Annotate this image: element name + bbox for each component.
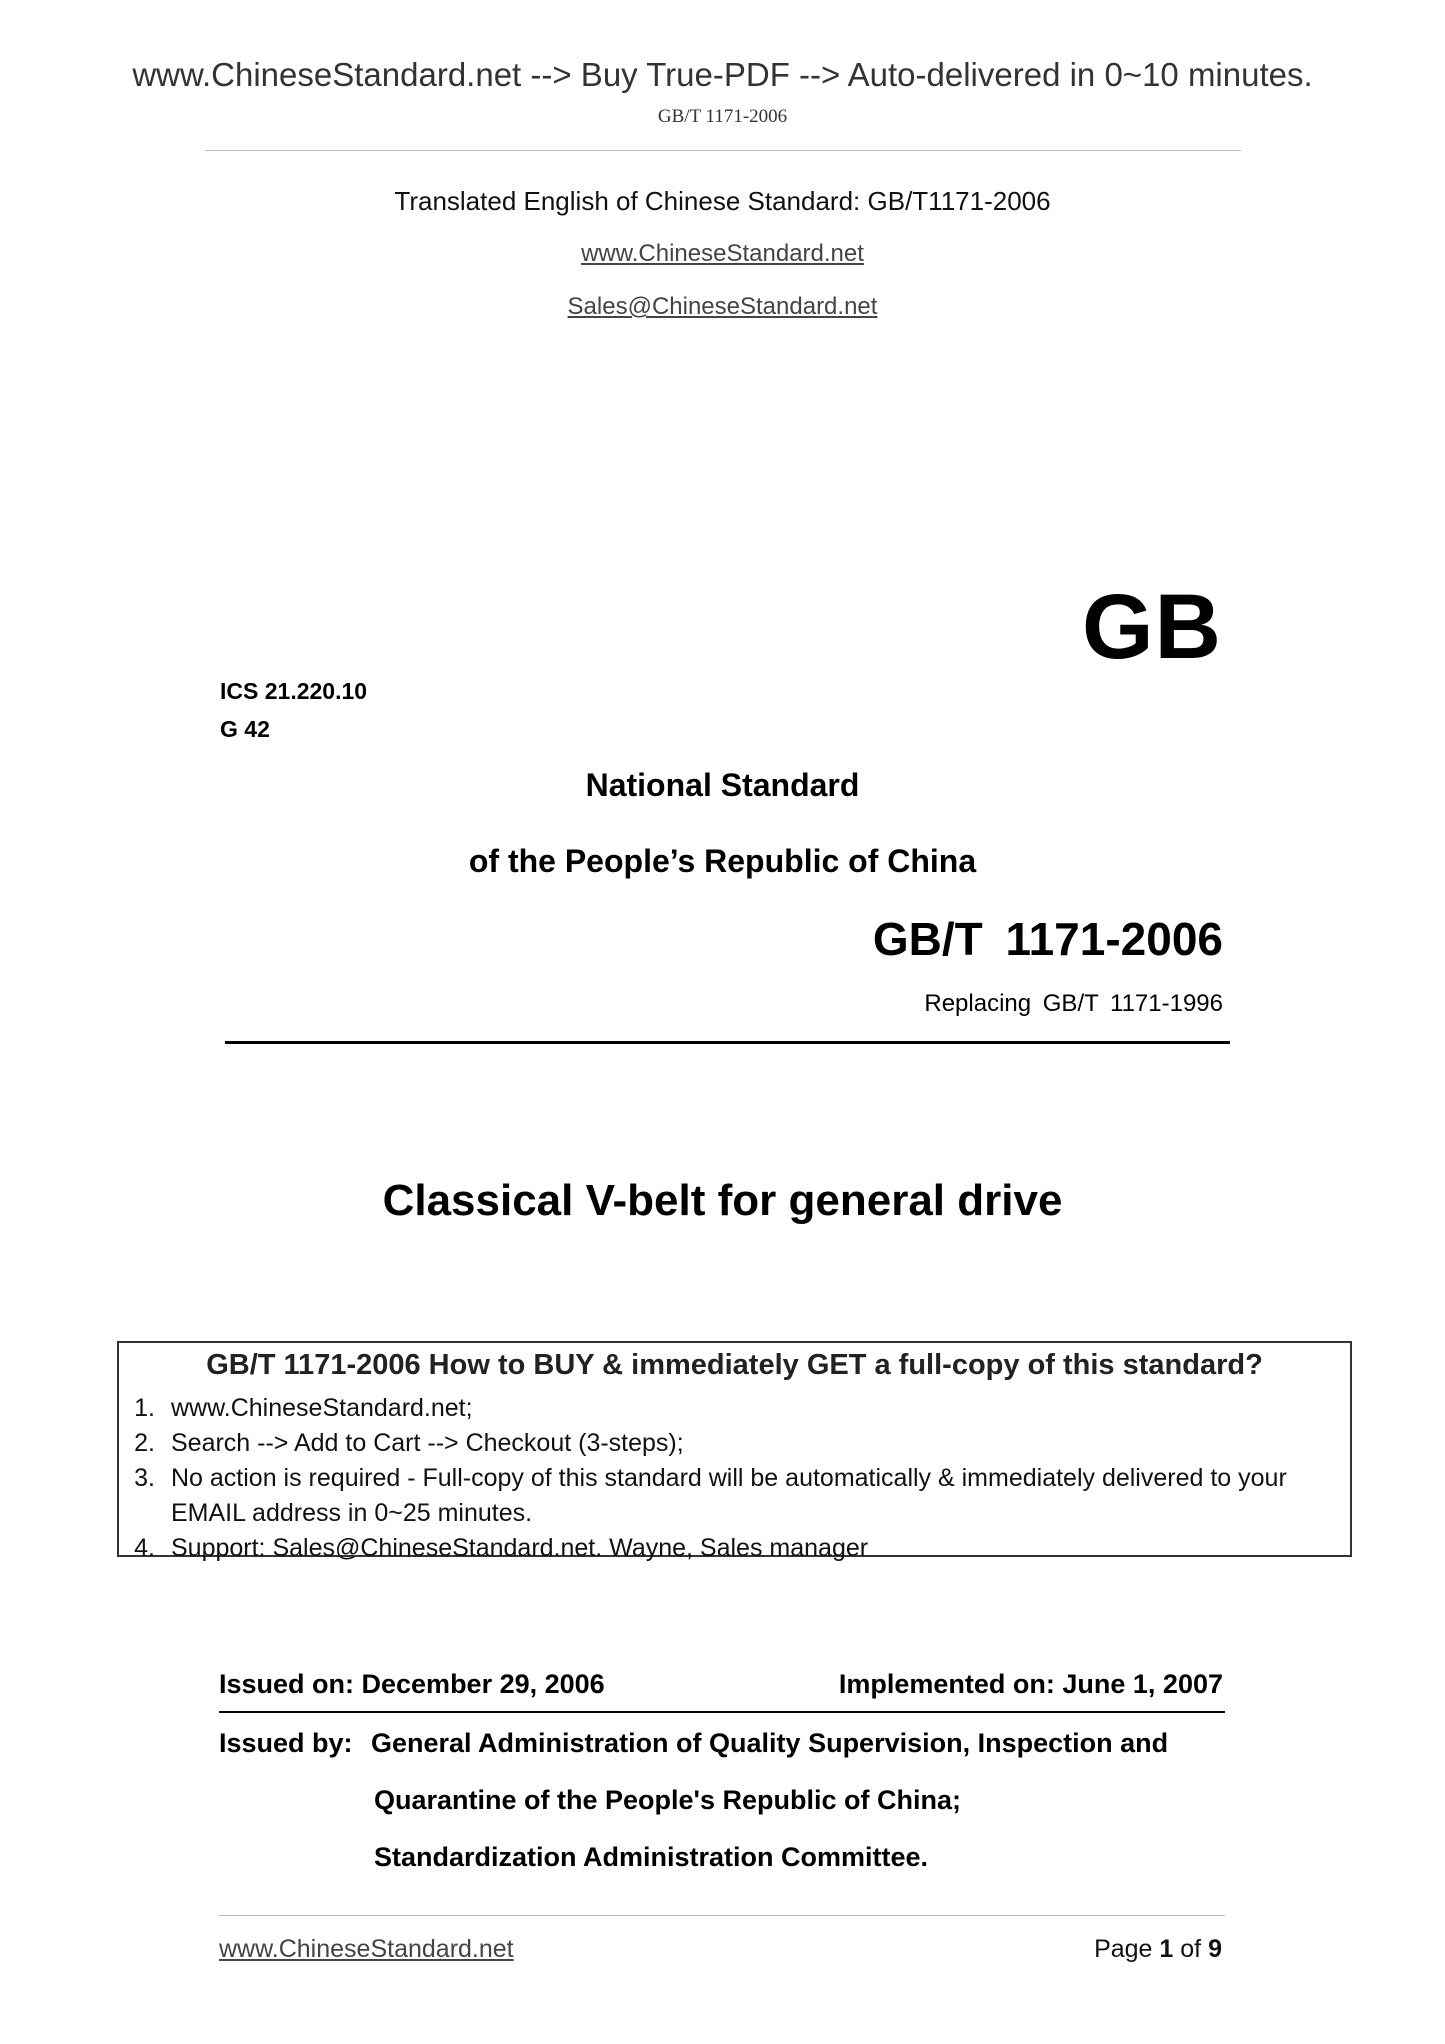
national-standard-subheading: of the People’s Republic of China	[468, 843, 977, 879]
list-item-number: 4.	[134, 1534, 155, 1562]
list-item	[119, 1426, 1350, 1461]
header-banner: www.ChineseStandard.net --> Buy True-PDF --> Auto-delivered in 0~10 minutes.	[132, 56, 1313, 93]
list-item-text: Search --> Add to Cart --> Checkout (3-steps);	[171, 1429, 684, 1457]
header-standard-code: GB/T 1171-2006	[657, 106, 788, 127]
website-link[interactable]: www.ChineseStandard.net	[581, 240, 864, 267]
page-number	[1094, 1935, 1222, 1964]
issued-by-label: Issued by:	[219, 1728, 353, 1758]
list-item-number: 1.	[134, 1394, 155, 1422]
list-item-text: www.ChineseStandard.net;	[171, 1394, 473, 1422]
list-item-number: 3.	[134, 1464, 155, 1492]
issued-by-line-1: General Administration of Quality Supervision, Inspection and	[371, 1728, 1169, 1758]
buy-box-heading: GB/T 1171-2006 How to BUY & immediately GET a full-copy of this standard?	[206, 1349, 1263, 1381]
buy-steps-list	[119, 1391, 1350, 1566]
document-title: Classical V-belt for general drive	[382, 1176, 1063, 1225]
footer-website-link[interactable]: www.ChineseStandard.net	[219, 1935, 514, 1963]
national-standard-heading: National Standard	[585, 767, 860, 803]
website-link-container	[0, 240, 1445, 268]
issued-on-date: Issued on: December 29, 2006	[219, 1669, 605, 1699]
classification-code: G 42	[220, 716, 270, 742]
header-divider	[205, 150, 1241, 151]
list-item-number: 2.	[134, 1429, 155, 1457]
page-total: 9	[1208, 1935, 1222, 1963]
page-prefix: Page	[1094, 1935, 1153, 1963]
standard-number: GB/T 1171-2006	[872, 913, 1223, 965]
gb-logo: GB	[1082, 576, 1222, 678]
translated-title: Translated English of Chinese Standard: GB/T1171-2006	[394, 186, 1051, 216]
list-item-text: Support: Sales@ChineseStandard.net. Wayne, Sales manager	[171, 1534, 869, 1562]
ics-code: ICS 21.220.10	[220, 678, 368, 704]
page-of: of	[1180, 1935, 1202, 1963]
issued-by-line-2: Quarantine of the People's Republic of China;	[374, 1785, 961, 1815]
list-item	[119, 1531, 1350, 1566]
implemented-on-date: Implemented on: June 1, 2007	[838, 1669, 1223, 1699]
list-item	[119, 1461, 1350, 1531]
list-item-text: No action is required - Full-copy of this standard will be automatically & immediately delivered to your EMAIL address in 0~25 minutes.	[171, 1464, 1287, 1527]
replacing-standard: Replacing GB/T 1171-1996	[924, 990, 1223, 1017]
email-link[interactable]: Sales@ChineseStandard.net	[567, 293, 878, 320]
footer-divider	[219, 1915, 1225, 1916]
issue-divider	[219, 1711, 1225, 1713]
buy-info-box	[117, 1341, 1352, 1562]
issued-by-line-3: Standardization Administration Committee.	[374, 1842, 929, 1872]
list-item	[119, 1391, 1350, 1426]
email-link-container	[0, 293, 1445, 321]
page-current: 1	[1159, 1935, 1174, 1963]
title-divider	[225, 1041, 1230, 1044]
